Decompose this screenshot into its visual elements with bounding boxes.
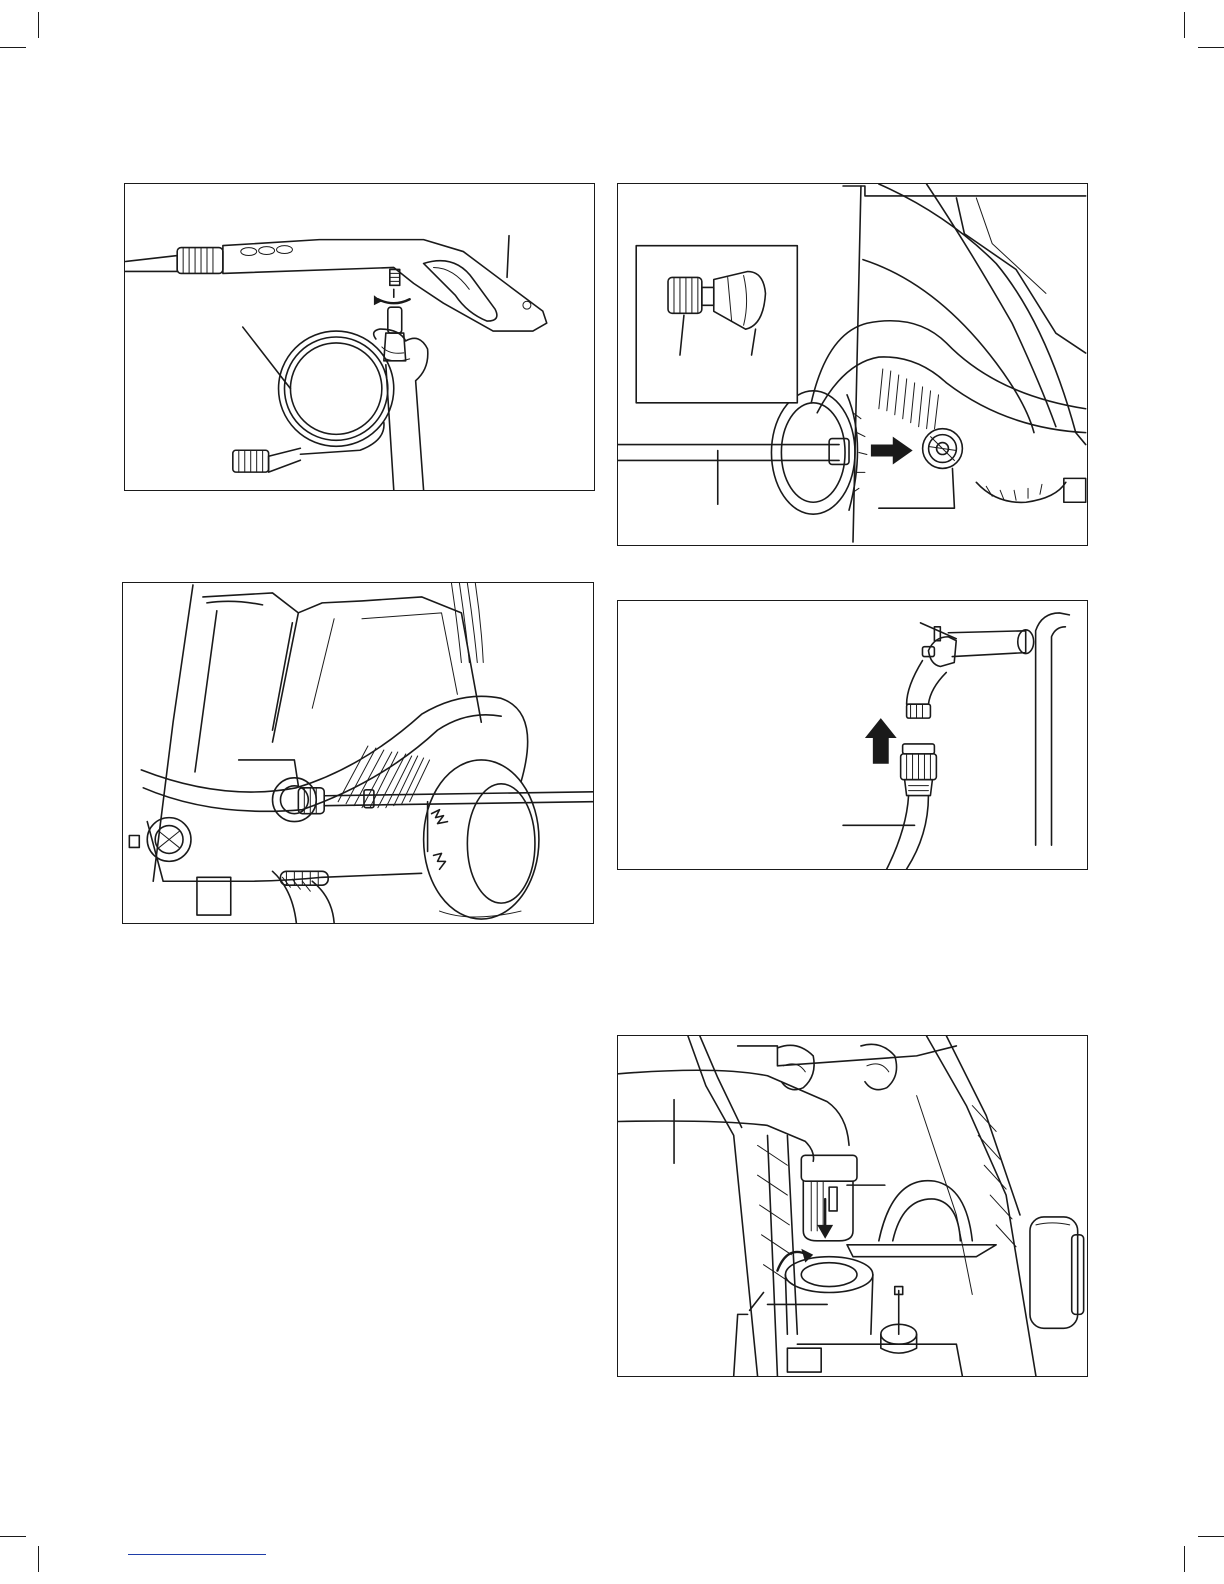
inlet-connector-illustration [618, 184, 1087, 545]
crop-mark-bottom-right-horizontal [1198, 1536, 1224, 1537]
tap-connection-illustration [618, 601, 1087, 869]
figure-detergent-tank [617, 1035, 1088, 1377]
figure-tap-connection [617, 600, 1088, 870]
rotate-arrow-icon [378, 299, 410, 303]
arrow-right-icon [871, 437, 913, 465]
crop-mark-top-right-horizontal [1198, 47, 1224, 48]
figure-inlet-connector [617, 183, 1088, 546]
rotate-arrow-icon [777, 1252, 807, 1271]
figure-spray-gun-hose [124, 183, 595, 491]
footer-underline [128, 1554, 266, 1555]
crop-mark-bottom-left-horizontal [0, 1536, 26, 1537]
crop-mark-top-right-vertical [1184, 12, 1185, 38]
detergent-tank-illustration [618, 1036, 1087, 1376]
crop-mark-top-left-vertical [38, 12, 39, 38]
crop-mark-top-left-horizontal [0, 47, 26, 48]
spray-gun-hose-illustration [125, 184, 594, 490]
arrow-up-icon [865, 718, 897, 764]
outlet-hose-illustration [123, 583, 593, 923]
figure-outlet-hose [122, 582, 594, 924]
crop-mark-bottom-left-vertical [38, 1546, 39, 1572]
crop-mark-bottom-right-vertical [1184, 1546, 1185, 1572]
